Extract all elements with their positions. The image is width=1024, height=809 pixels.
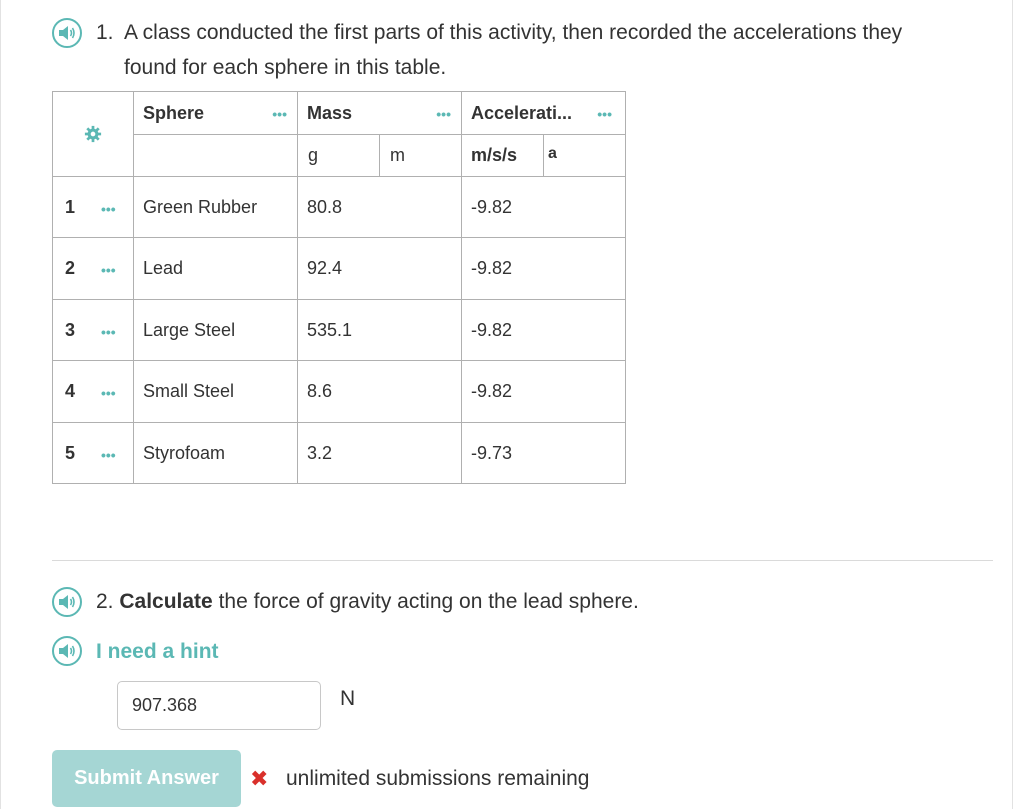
table-row-header[interactable] bbox=[53, 423, 134, 484]
acceleration-symbol-label: a bbox=[548, 145, 557, 162]
table-row-header[interactable] bbox=[53, 300, 134, 361]
column-mass-name: Mass bbox=[307, 103, 353, 123]
table-cell-acceleration[interactable] bbox=[462, 238, 626, 300]
incorrect-icon: ✖ bbox=[250, 766, 269, 791]
row-menu-icon[interactable]: ••• bbox=[101, 324, 116, 340]
table-cell-acceleration[interactable] bbox=[462, 423, 626, 484]
frame-border-left bbox=[0, 0, 1, 809]
cell-text: Green Rubber bbox=[143, 197, 258, 217]
question1-line1: A class conducted the first parts of this activity, then recorded the accelerations they bbox=[124, 21, 903, 44]
column-acceleration-menu-icon[interactable]: ••• bbox=[597, 106, 612, 122]
cell-text: 80.8 bbox=[307, 197, 343, 217]
table-cell-acceleration[interactable] bbox=[462, 361, 626, 423]
cell-text: -9.82 bbox=[471, 197, 513, 217]
table-cell-sphere[interactable] bbox=[134, 361, 298, 423]
question2-bold-word: Calculate bbox=[119, 590, 213, 613]
answer-unit: N bbox=[340, 687, 356, 710]
table-cell-sphere[interactable] bbox=[134, 177, 298, 238]
table-cell-mass[interactable] bbox=[298, 361, 462, 423]
column-sphere-unit bbox=[134, 135, 298, 177]
cell-text: -9.82 bbox=[471, 381, 513, 401]
question2-speaker-icon[interactable] bbox=[52, 587, 82, 617]
table-cell-acceleration[interactable] bbox=[462, 300, 626, 361]
row-menu-icon[interactable]: ••• bbox=[101, 447, 116, 463]
column-header-mass[interactable] bbox=[298, 92, 462, 135]
column-sphere-name: Sphere bbox=[143, 103, 205, 123]
answer-input[interactable] bbox=[117, 681, 321, 730]
cell-text: Large Steel bbox=[143, 320, 236, 340]
cell-text: Lead bbox=[143, 258, 184, 278]
row-number: 1 bbox=[65, 197, 76, 217]
row-number: 4 bbox=[65, 381, 76, 401]
mass-symbol-label: m bbox=[390, 145, 405, 165]
table-cell-sphere[interactable] bbox=[134, 300, 298, 361]
table-row-header[interactable] bbox=[53, 361, 134, 423]
hint-link[interactable]: I need a hint bbox=[96, 640, 219, 663]
question2-prompt: the force of gravity acting on the lead sphere. bbox=[212, 590, 639, 613]
column-header-sphere[interactable] bbox=[134, 92, 298, 135]
table-cell-mass[interactable] bbox=[298, 177, 462, 238]
question1-speaker-icon[interactable] bbox=[52, 18, 82, 48]
column-sphere-menu-icon[interactable]: ••• bbox=[272, 106, 287, 122]
column-acceleration-name: Accelerati... bbox=[471, 103, 573, 123]
cell-text: 8.6 bbox=[307, 381, 333, 401]
table-cell-mass[interactable] bbox=[298, 238, 462, 300]
cell-text: 92.4 bbox=[307, 258, 343, 278]
submissions-status: unlimited submissions remaining bbox=[286, 767, 590, 790]
column-mass-symbol bbox=[380, 135, 462, 177]
cell-text: Small Steel bbox=[143, 381, 235, 401]
table-cell-acceleration[interactable] bbox=[462, 177, 626, 238]
row-number: 5 bbox=[65, 443, 76, 463]
question2-number: 2. bbox=[96, 590, 114, 613]
cell-text: Styrofoam bbox=[143, 443, 226, 463]
table-cell-mass[interactable] bbox=[298, 423, 462, 484]
column-mass-menu-icon[interactable]: ••• bbox=[436, 106, 451, 122]
speaker-icon bbox=[58, 25, 76, 41]
table-cell-sphere[interactable] bbox=[134, 423, 298, 484]
row-menu-icon[interactable]: ••• bbox=[101, 385, 116, 401]
table-cell-mass[interactable] bbox=[298, 300, 462, 361]
table-cell-sphere[interactable] bbox=[134, 238, 298, 300]
row-menu-icon[interactable]: ••• bbox=[101, 262, 116, 278]
table-settings-cell[interactable] bbox=[53, 92, 134, 177]
column-header-acceleration[interactable] bbox=[462, 92, 626, 135]
question2-text bbox=[96, 584, 639, 619]
question1-line2: found for each sphere in this table. bbox=[124, 56, 447, 79]
table-row-header[interactable] bbox=[53, 177, 134, 238]
mass-unit-label: g bbox=[308, 145, 319, 165]
cell-text: 3.2 bbox=[307, 443, 333, 463]
frame-border-right bbox=[1012, 0, 1013, 809]
row-number: 3 bbox=[65, 320, 76, 340]
row-number: 2 bbox=[65, 258, 76, 278]
table-row-header[interactable] bbox=[53, 238, 134, 300]
speaker-icon bbox=[58, 594, 76, 610]
cell-text: -9.82 bbox=[471, 258, 513, 278]
question1-number: 1. bbox=[96, 21, 114, 44]
acceleration-unit-label: m/s/s bbox=[471, 145, 518, 165]
gear-icon[interactable] bbox=[84, 125, 102, 143]
speaker-icon bbox=[58, 643, 76, 659]
cell-text: -9.73 bbox=[471, 443, 513, 463]
column-acceleration-unit bbox=[462, 135, 544, 177]
column-acceleration-symbol bbox=[544, 135, 626, 177]
column-mass-unit bbox=[298, 135, 380, 177]
section-divider bbox=[52, 560, 993, 561]
cell-text: -9.82 bbox=[471, 320, 513, 340]
hint-speaker-icon[interactable] bbox=[52, 636, 82, 666]
cell-text: 535.1 bbox=[307, 320, 353, 340]
submit-answer-button[interactable]: Submit Answer bbox=[52, 750, 241, 807]
row-menu-icon[interactable]: ••• bbox=[101, 201, 116, 217]
data-table bbox=[52, 91, 626, 484]
